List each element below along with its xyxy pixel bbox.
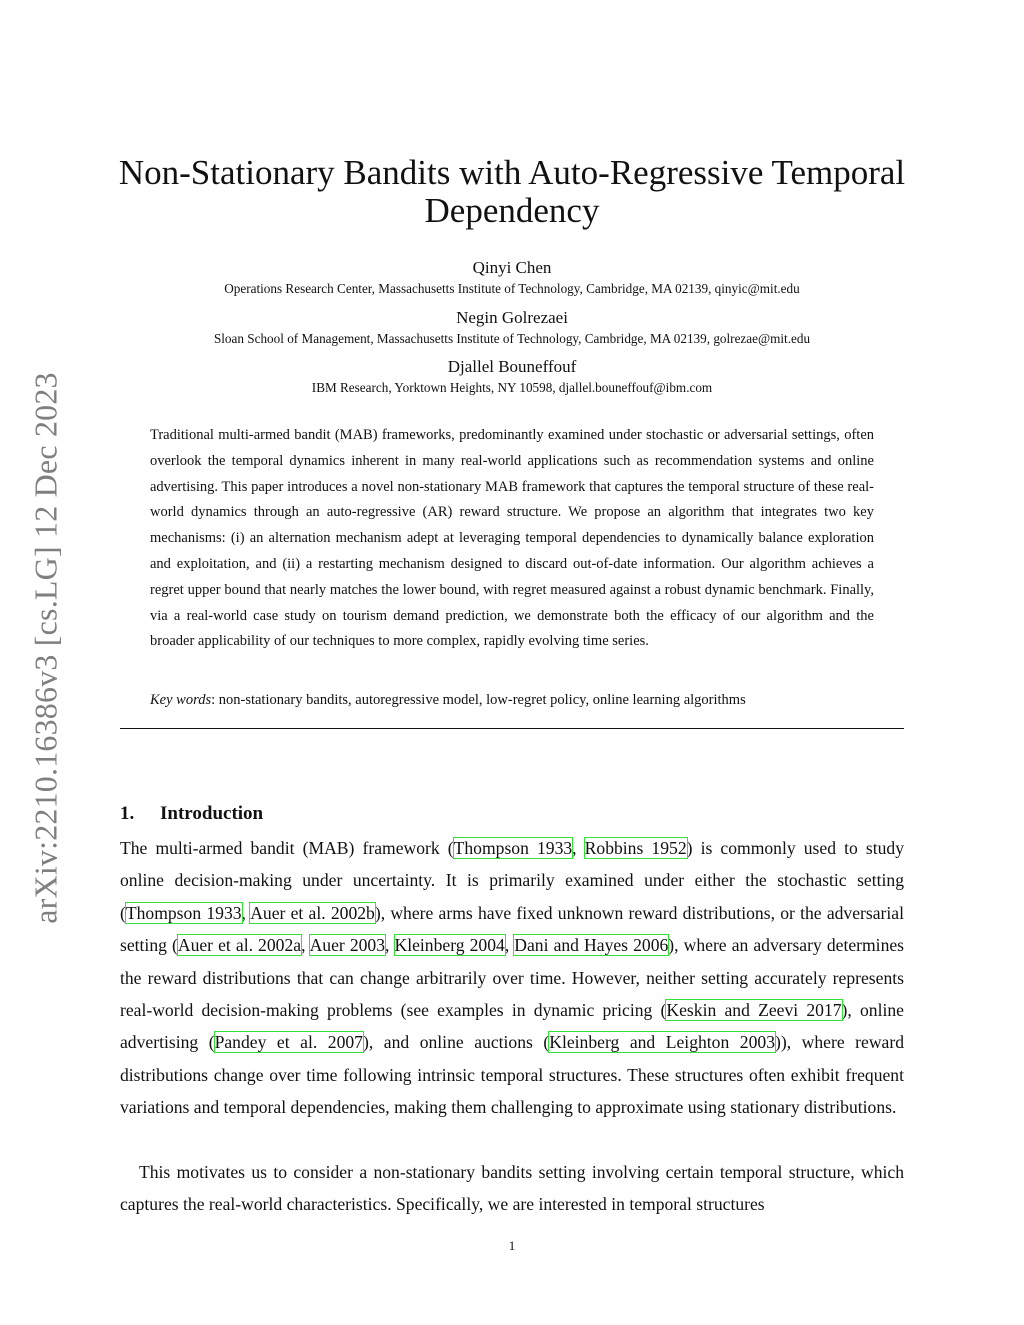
author-name: Djallel Bouneffouf (447, 357, 577, 376)
author-affiliation: Operations Research Center, Massachusetts Institute of Technology, Cambridge, MA 02139, qinyic@mit.edu (224, 281, 800, 296)
author-1 (100, 258, 924, 298)
citation-link[interactable]: Robbins 1952 (584, 838, 687, 858)
author-name: Negin Golrezaei (456, 308, 568, 327)
citation-link[interactable]: Kleinberg 2004 (394, 935, 505, 956)
section-heading-introduction (120, 802, 263, 826)
body-text: , (241, 902, 251, 923)
keywords-list: non-stationary bandits, autoregressive model, low-regret policy, online learning algorithms (218, 692, 746, 708)
citation-link[interactable]: Keskin and Zeevi 2017 (666, 1000, 842, 1021)
keywords (150, 689, 874, 711)
author-2 (100, 308, 924, 348)
citation-link[interactable]: Pandey et al. 2007 (214, 1032, 363, 1053)
keywords-colon: : (211, 692, 219, 708)
citation-link[interactable]: Thompson 1933 (125, 902, 242, 923)
citation-link[interactable]: Dani and Hayes 2006 (514, 935, 669, 956)
author-3 (100, 357, 924, 397)
paper-title (100, 154, 924, 230)
author-affiliation: Sloan School of Management, Massachusetts Institute of Technology, Cambridge, MA 02139, golrezae@mit.edu (213, 331, 811, 346)
paper-title-line-1: Non-Stationary Bandits with Auto-Regressive Temporal (118, 153, 906, 192)
body-text: , (301, 935, 310, 956)
keywords-label: Key words (150, 692, 212, 708)
author-name: Qinyi Chen (472, 258, 552, 277)
body-text: ), where arms have fixed unknown reward distributions, or the adversarial setting ( (120, 902, 904, 956)
page-number: 1 (508, 1238, 516, 1253)
body-text: ), and online auctions ( (362, 1032, 550, 1053)
citation-link[interactable]: Kleinberg and Leighton 2003 (549, 1032, 775, 1053)
citation-link[interactable]: Thompson 1933 (453, 838, 573, 858)
body-text: ), where an adversary determines the reward distributions that can change arbitrarily over time. However, neither setting accurately represents real-world decision-making problems (see examples in dynamic pricing ( (120, 935, 905, 1021)
paper-title-line-2: Dependency (424, 191, 600, 230)
citation-link[interactable]: Auer et al. 2002a (177, 935, 302, 956)
body-text: ) is commonly used to study online decision-making under uncertainty. It is primarily examined under either the stochastic setting ( (120, 838, 905, 923)
author-affiliation: IBM Research, Yorktown Heights, NY 10598, djallel.bouneffouf@ibm.com (311, 380, 713, 395)
citation-link[interactable]: Auer 2003 (309, 935, 386, 956)
section-divider (120, 728, 904, 729)
body-text: )), where reward distributions change over time following intrinsic temporal structures. These structures often exhibit frequent variations and temporal dependencies, making them challenging to approximate using stationary distributions. (120, 1032, 905, 1118)
arxiv-identifier-stamp: arXiv:2210.16386v3 [cs.LG] 12 Dec 2023 (27, 372, 64, 924)
body-text: The multi-armed bandit (MAB) framework ( (120, 838, 454, 858)
abstract: Traditional multi-armed bandit (MAB) frameworks, predominantly examined under stochastic or adversarial settings, often overlook the temporal dynamics inherent in many real-world applications such as recommendation systems and online advertising. This paper introduces a novel non-stationary MAB framework that captures the temporal structure of these real-world dynamics through an auto-regressive (AR) reward structure. We propose an algorithm that integrates two key mechanisms: (i) an alternation mechanism adept at leveraging temporal dependencies to dynamically balance exploration and exploitation, and (ii) a restarting mechanism designed to discard out-of-date information. Our algorithm achieves a regret upper bound that nearly matches the lower bound, with regret measured against a robust dynamic benchmark. Finally, via a real-world case study on tourism demand prediction, we demonstrate both the efficacy of our algorithm and the broader applicability of our techniques to more complex, rapidly evolving time series. (150, 427, 874, 650)
body-text: , (572, 838, 585, 858)
introduction-paragraph-2: This motivates us to consider a non-stationary bandits setting involving certain temporal structure, which captures the real-world characteristics. Specifically, we are interested in temporal structures (120, 1162, 904, 1215)
body-text: , (385, 935, 395, 956)
body-text: , (504, 935, 515, 956)
citation-link[interactable]: Auer et al. 2002b (250, 902, 375, 923)
section-title: Introduction (160, 803, 264, 824)
introduction-paragraph-1 (120, 832, 904, 1124)
section-number: 1. (120, 803, 135, 824)
body-text: ), online advertising ( (120, 1000, 904, 1053)
